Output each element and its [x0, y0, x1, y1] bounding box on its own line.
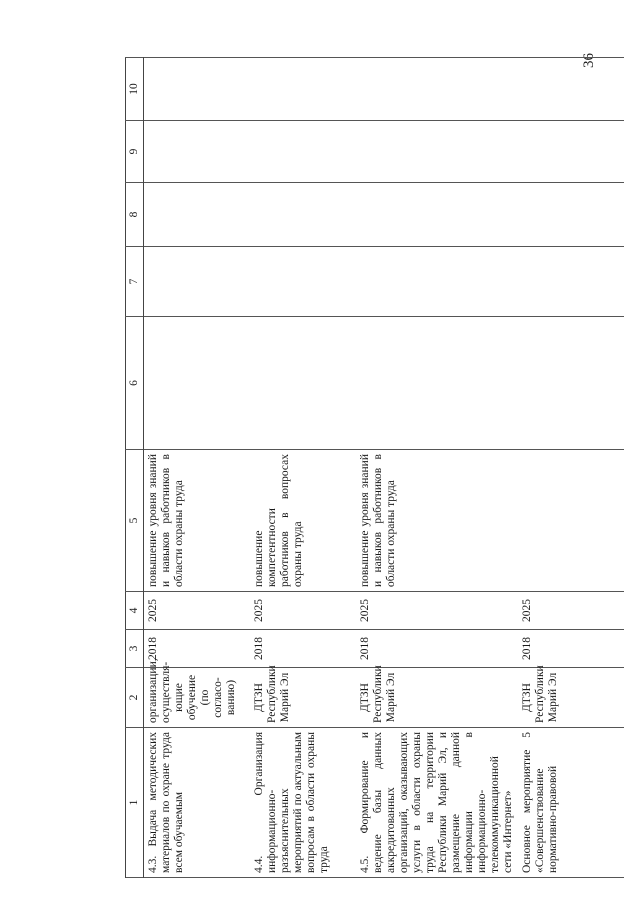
start-year-cell: 2018 — [518, 630, 624, 668]
measure-name-cell: 4.4. Организация информационно-разъяснительных мероприятий по актуальным вопросам в области охраны труда — [250, 728, 356, 878]
table-row — [250, 58, 356, 878]
start-year-cell: 2018 — [144, 630, 251, 668]
end-year-cell: 2025 — [356, 592, 518, 630]
column-header: 6 — [126, 317, 144, 450]
end-year-cell: 2025 — [144, 592, 251, 630]
rotated-table-container — [125, 58, 639, 878]
executor-cell: ДТЗН Республики Марий Эл — [250, 668, 356, 728]
executor-cell: ДТЗН Республики Марий Эл — [518, 668, 624, 728]
column-header: 8 — [126, 183, 144, 247]
table-row — [518, 58, 624, 878]
expected-result-cell: повышение уровня знаний и навыков работников в области охраны труда — [356, 450, 518, 592]
table-row — [356, 58, 518, 878]
measure-name-cell: Основное мероприятие 5 «Совершенствование нормативно-правовой — [518, 728, 624, 878]
measure-name-cell: 4.3. Выдача методических материалов по охране труда всем обучаемым — [144, 728, 251, 878]
column-header: 10 — [126, 58, 144, 121]
executor-cell: организации, осуществля-ющие обучение (по согласо-ванию) — [144, 668, 251, 728]
table-header-row — [126, 58, 144, 878]
column-header: 9 — [126, 121, 144, 183]
column-header: 3 — [126, 630, 144, 668]
expected-result-cell: повышение уровня знаний и навыков работников в области охраны труда — [144, 450, 251, 592]
start-year-cell: 2018 — [250, 630, 356, 668]
expected-result-cell: повышение компетентности работников в вопросах охраны труда — [250, 450, 356, 592]
measures-table — [125, 57, 624, 878]
column-header: 1 — [126, 728, 144, 878]
end-year-cell: 2025 — [250, 592, 356, 630]
column-header: 2 — [126, 668, 144, 728]
table-row — [144, 58, 251, 878]
end-year-cell: 2025 — [518, 592, 624, 630]
column-header: 5 — [126, 450, 144, 592]
page-number: 36 — [581, 53, 597, 68]
column-header: 4 — [126, 592, 144, 630]
measure-name-cell: 4.5. Формирование и ведение базы данных аккредитованных организаций, оказывающих услуги в области охраны труда на территории Республики Марий Эл, и размещение данной информации в информационно-телекоммуникационной сети «Интернет» — [356, 728, 518, 878]
expected-result-cell — [518, 450, 624, 592]
executor-cell: ДТЗН Республики Марий Эл — [356, 668, 518, 728]
column-header: 7 — [126, 247, 144, 317]
start-year-cell: 2018 — [356, 630, 518, 668]
